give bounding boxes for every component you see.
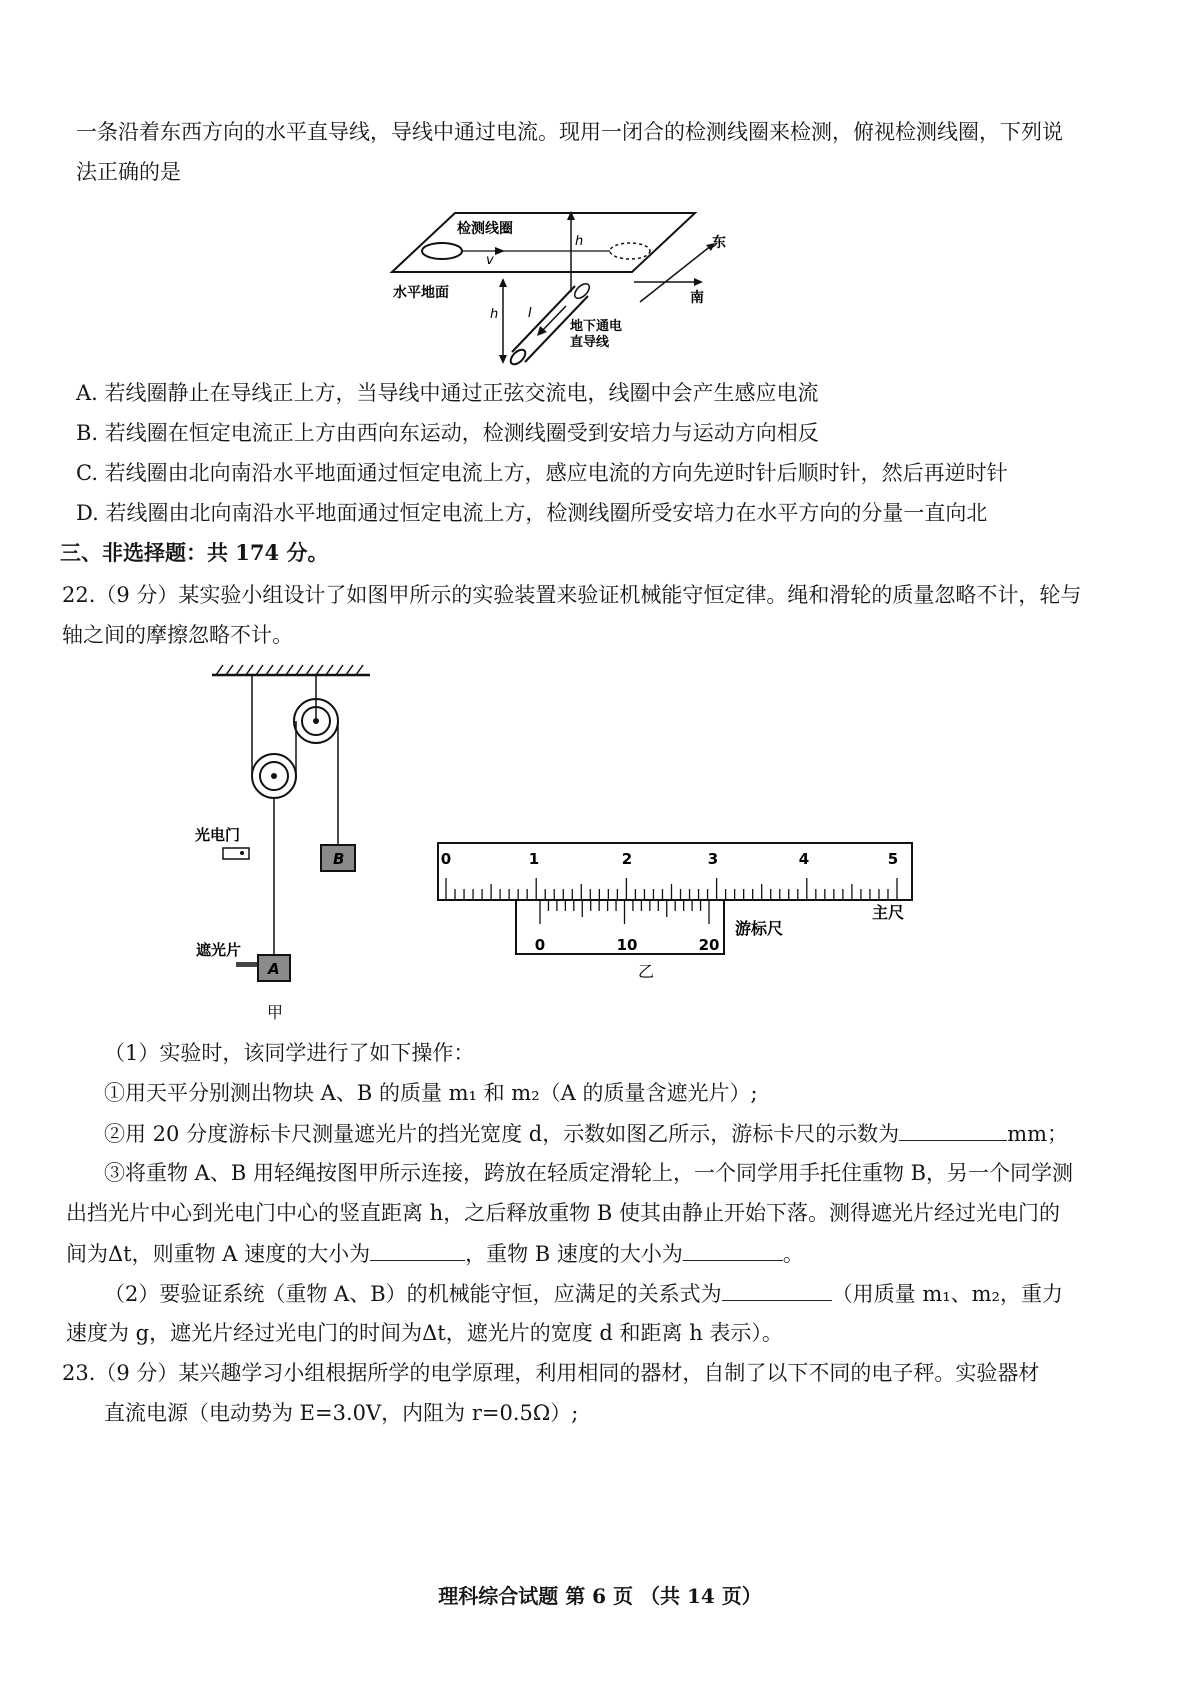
coil-dashed: [610, 243, 650, 259]
option-b: B. 若线圈在恒定电流正上方由西向东运动，检测线圈受到安培力与运动方向相反: [76, 421, 819, 445]
intro-line-1: 一条沿着东西方向的水平直导线，导线中通过电流。现用一闭合的检测线圈来检测，俯视检测线圈，下列说: [76, 120, 1063, 144]
main-num-5: 5: [887, 850, 899, 868]
photo-gate: [223, 848, 249, 859]
q22-step-1: ①用天平分别测出物块 A、B 的质量 m₁ 和 m₂（A 的质量含遮光片）;: [104, 1081, 758, 1105]
q22-step-3-text-a: 间为Δt，则重物 A 速度的大小为: [66, 1242, 371, 1266]
vernier-figure: [430, 835, 920, 985]
intro-line-2: 法正确的是: [76, 160, 181, 184]
vernier-scale-label: 游标尺: [735, 919, 784, 938]
answer-blank-speed-a[interactable]: [370, 1238, 465, 1261]
pulley-figure: [190, 660, 380, 1030]
q22-step-2: [104, 1118, 1068, 1149]
shield-label: 遮光片: [196, 941, 242, 959]
main-scale-label: 主尺: [872, 903, 905, 922]
ceiling-hatching: [216, 665, 363, 675]
shield-plate: [236, 962, 258, 967]
q22-part-1: （1）实验时，该同学进行了如下操作：: [104, 1041, 475, 1065]
h-label-top: h: [575, 234, 584, 249]
q22-line-1: 22.（9 分）某实验小组设计了如图甲所示的实验装置来验证机械能守恒定律。绳和滑轮的质量忽略不计，轮与: [62, 583, 1082, 607]
coil-solid: [422, 243, 462, 259]
q22-step-3-line-1: ③将重物 A、B 用轻绳按图甲所示连接，跨放在轻质定滑轮上，一个同学用手托住重物 B，另一个同学测: [104, 1161, 1074, 1185]
option-c: C. 若线圈由北向南沿水平地面通过恒定电流上方，感应电流的方向先逆时针后顺时针，然后再逆时针: [76, 461, 1008, 485]
vernier-num-20: 20: [698, 936, 720, 954]
q22-part-2-text-b: （用质量 m₁、m₂，重力: [831, 1282, 1063, 1306]
fig-yi-caption: 乙: [638, 962, 655, 981]
vernier-num-10: 10: [616, 936, 638, 954]
east-label: 东: [712, 235, 726, 251]
q22-step-3-text-c: 。: [782, 1242, 804, 1266]
q22-step-2-text: ②用 20 分度游标卡尺测量遮光片的挡光宽度 d，示数如图乙所示，游标卡尺的示数为: [104, 1122, 900, 1146]
q23-line-2: 直流电源（电动势为 E=3.0V，内阻为 r=0.5Ω）;: [104, 1401, 579, 1425]
main-num-4: 4: [798, 850, 810, 868]
wire-label-1: 地下通电: [570, 319, 623, 334]
main-num-2: 2: [621, 850, 633, 868]
q22-part-2-line-1: [104, 1278, 1063, 1309]
fig-jia-caption: 甲: [267, 1003, 284, 1022]
block-b-label: B: [333, 850, 345, 868]
v-label: v: [486, 253, 494, 268]
q22-step-3-line-2: 出挡光片中心到光电门中心的竖直距离 h，之后释放重物 B 使其由静止开始下落。测得遮光片经过光电门的: [66, 1201, 1060, 1225]
answer-blank-reading[interactable]: [899, 1118, 1007, 1141]
main-num-0: 0: [440, 850, 452, 868]
south-label: 南: [690, 290, 704, 306]
main-num-3: 3: [707, 850, 719, 868]
ground-label: 水平地面: [393, 285, 449, 301]
vernier-num-0: 0: [534, 936, 546, 954]
gate-label: 光电门: [195, 826, 241, 844]
q22-step-3-line-3: [66, 1238, 804, 1269]
option-a: A. 若线圈静止在导线正上方，当导线中通过正弦交流电，线圈中会产生感应电流: [76, 381, 819, 405]
page-footer: 理科综合试题 第 6 页 （共 14 页）: [438, 1584, 762, 1608]
section-3-heading: 三、非选择题：共 174 分。: [60, 540, 329, 565]
wire-label-2: 直导线: [570, 335, 610, 350]
answer-blank-speed-b[interactable]: [683, 1238, 783, 1261]
h-label-bottom: h: [490, 307, 499, 322]
coil-wire-figure: [380, 205, 740, 375]
block-a-label: A: [268, 960, 280, 978]
answer-blank-relation[interactable]: [722, 1278, 832, 1301]
main-num-1: 1: [528, 850, 540, 868]
coil-label: 检测线圈: [457, 221, 513, 237]
option-d: D. 若线圈由北向南沿水平地面通过恒定电流上方，检测线圈所受安培力在水平方向的分量一直向北: [76, 501, 988, 525]
current-label: I: [528, 306, 532, 321]
q22-line-2: 轴之间的摩擦忽略不计。: [62, 623, 293, 647]
q22-part-2-line-2: 速度为 g，遮光片经过光电门的时间为Δt，遮光片的宽度 d 和距离 h 表示）。: [66, 1321, 783, 1345]
q22-part-2-text-a: （2）要验证系统（重物 A、B）的机械能守恒，应满足的关系式为: [104, 1282, 722, 1306]
q23-line-1: 23.（9 分）某兴趣学习小组根据所学的电学原理，利用相同的器材，自制了以下不同的电子秤。实验器材: [62, 1361, 1040, 1385]
q22-step-2-unit: mm；: [1007, 1122, 1069, 1146]
q22-step-3-text-b: ，重物 B 速度的大小为: [465, 1242, 683, 1266]
